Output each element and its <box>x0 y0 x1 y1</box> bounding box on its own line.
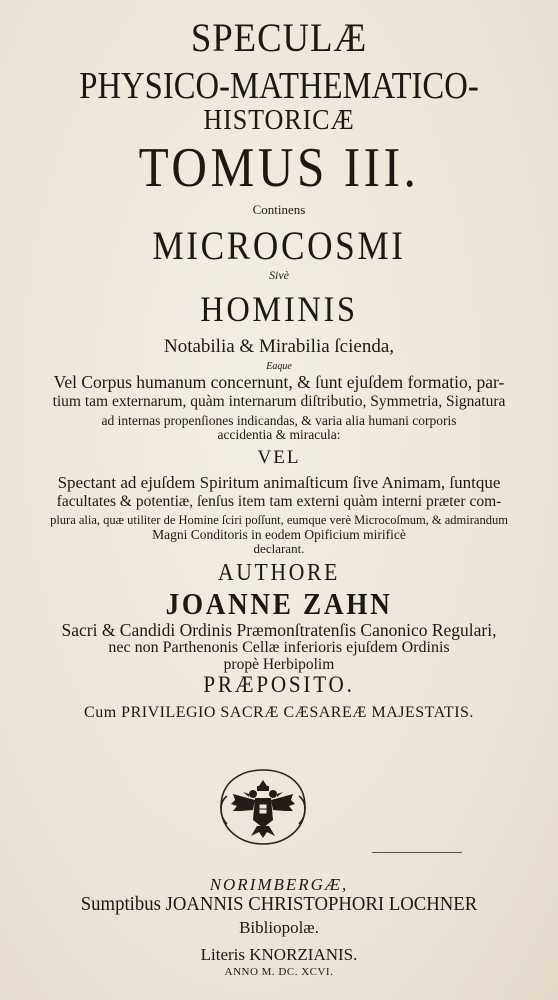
author-name: JOANNE ZAHN <box>165 586 393 621</box>
imprint-bibliopola: Bibliopolæ. <box>239 918 319 937</box>
imprint-place: NORIMBERGÆ, <box>209 875 349 894</box>
paragraph-2-line-5: declarant. <box>253 541 305 556</box>
paragraph-2-line-3: plura alia, quæ utiliter de Homine ſciri poſſunt, eumque verè Microcoſmum, & admirandum <box>50 513 508 527</box>
paragraph-1-line-4: accidentia & miracula: <box>217 427 341 442</box>
sive-text: Sivè <box>269 268 289 282</box>
authore-label: AUTHORE <box>217 560 341 586</box>
paragraph-1-line-3: ad internas propenſiones indicandas, & varia alia humani corporis <box>101 413 457 428</box>
paragraph-2-line-2: facultates & potentiæ, ſenſus item tam externi quàm interni præter com- <box>56 493 502 510</box>
paragraph-1-line-2: tium tam externarum, quàm internarum diſtributio, Symmetria, Signatura <box>52 393 506 410</box>
continens-text: Continens <box>252 202 306 217</box>
volume-title: TOMUS III. <box>138 137 420 199</box>
eaque-text: Eaque <box>266 361 292 372</box>
imprint-publisher: Sumptibus JOANNIS CHRISTOPHORI LOCHNER <box>80 894 478 915</box>
imprint-printer: Literis KNORZIANIS. <box>200 945 358 964</box>
microcosmi-heading: MICROCOSMI <box>152 223 406 268</box>
author-title-line-2: nec non Parthenonis Cellæ inferioris ejuſdem Ordinis <box>108 639 450 656</box>
hominis-heading: HOMINIS <box>200 289 358 329</box>
author-title-line-3: propè Herbipolim <box>223 656 335 673</box>
author-title-line-1: Sacri & Candidi Ordinis Præmonſtratenſis Canonico Regulari, <box>61 620 497 640</box>
paragraph-2-line-1: Spectant ad ejuſdem Spiritum animaſticum ſive Animam, ſuntque <box>57 473 501 492</box>
ornamental-rule <box>372 852 462 853</box>
privilege-line: Cum PRIVILEGIO SACRÆ CÆSAREÆ MAJESTATIS. <box>84 704 474 721</box>
praeposito-label: PRÆPOSITO. <box>203 672 355 697</box>
vel-divider: VEL <box>257 447 301 468</box>
imprint-year: ANNO M. DC. XCVI. <box>224 966 334 978</box>
title-line-specula: SPECULÆ <box>190 15 368 60</box>
title-line-physico: PHYSICO-MATHEMATICO- <box>79 65 479 107</box>
paragraph-2-line-4: Magni Conditoris in eodem Opificium mirificè <box>152 527 406 542</box>
paragraph-1-line-1: Vel Corpus humanum concernunt, & ſunt ejuſdem formatio, par- <box>53 372 505 392</box>
notabilia-line: Notabilia & Mirabilia ſcienda, <box>163 336 395 357</box>
title-line-historica: HISTORICÆ <box>203 104 355 136</box>
double-headed-eagle-icon <box>213 766 313 848</box>
